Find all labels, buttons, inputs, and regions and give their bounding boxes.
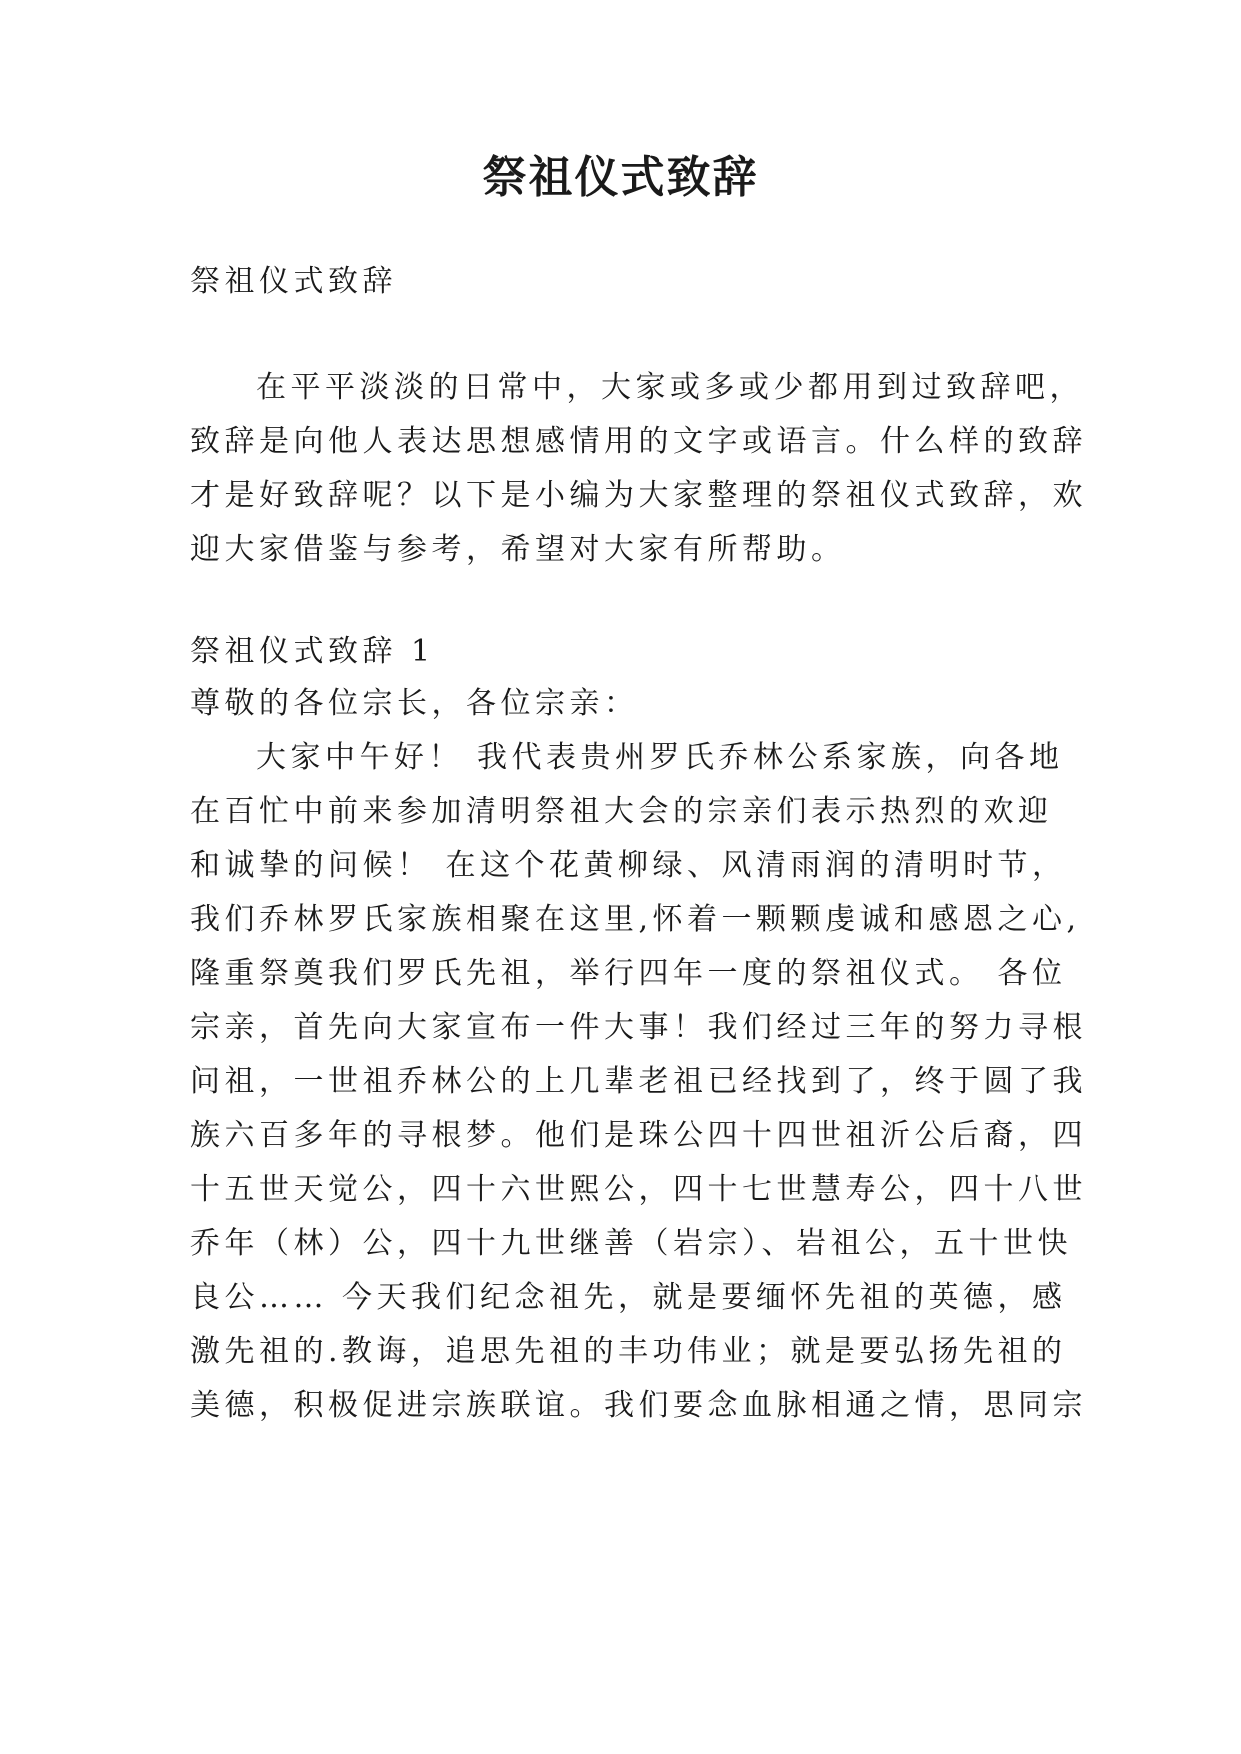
intro-line: 迎大家借鉴与参考，希望对大家有所帮助。 xyxy=(190,532,846,567)
document-title: 祭祖仪式致辞 xyxy=(482,152,759,203)
body-line: 我们乔林罗氏家族相聚在这里,怀着一颗颗虔诚和感恩之心, xyxy=(190,902,1081,937)
body-line: 族六百多年的寻根梦。他们是珠公四十四世祖沂公后裔，四 xyxy=(190,1118,1087,1153)
document-subtitle: 祭祖仪式致辞 xyxy=(190,264,397,299)
section-heading: 祭祖仪式致辞 1 xyxy=(190,634,435,669)
body-line: 大家中午好！ 我代表贵州罗氏乔林公系家族，向各地 xyxy=(256,740,1064,775)
body-line: 乔年（林）公，四十九世继善（岩宗）、岩祖公，五十世快 xyxy=(190,1226,1072,1261)
body-line: 和诚挚的问候！ 在这个花黄柳绿、风清雨润的清明时节， xyxy=(190,848,1067,883)
salutation: 尊敬的各位宗长，各位宗亲： xyxy=(190,686,639,721)
body-line: 在百忙中前来参加清明祭祖大会的宗亲们表示热烈的欢迎 xyxy=(190,794,1053,829)
intro-line: 在平平淡淡的日常中，大家或多或少都用到过致辞吧， xyxy=(256,370,1084,405)
intro-line: 致辞是向他人表达思想感情用的文字或语言。什么样的致辞 xyxy=(190,424,1087,459)
body-line: 宗亲，首先向大家宣布一件大事！我们经过三年的努力寻根 xyxy=(190,1010,1087,1045)
body-line: 美德，积极促进宗族联谊。我们要念血脉相通之情，思同宗 xyxy=(190,1388,1087,1423)
body-line: 问祖，一世祖乔林公的上几辈老祖已经找到了，终于圆了我 xyxy=(190,1064,1087,1099)
body-line: 隆重祭奠我们罗氏先祖，举行四年一度的祭祖仪式。 各位 xyxy=(190,956,1067,991)
body-line: 良公…… 今天我们纪念祖先，就是要缅怀先祖的英德，感 xyxy=(190,1280,1067,1315)
body-line: 激先祖的.教诲，追思先祖的丰功伟业；就是要弘扬先祖的 xyxy=(190,1334,1067,1369)
intro-line: 才是好致辞呢？以下是小编为大家整理的祭祖仪式致辞，欢 xyxy=(190,478,1087,513)
body-line: 十五世天觉公，四十六世熙公，四十七世慧寿公，四十八世 xyxy=(190,1172,1087,1207)
